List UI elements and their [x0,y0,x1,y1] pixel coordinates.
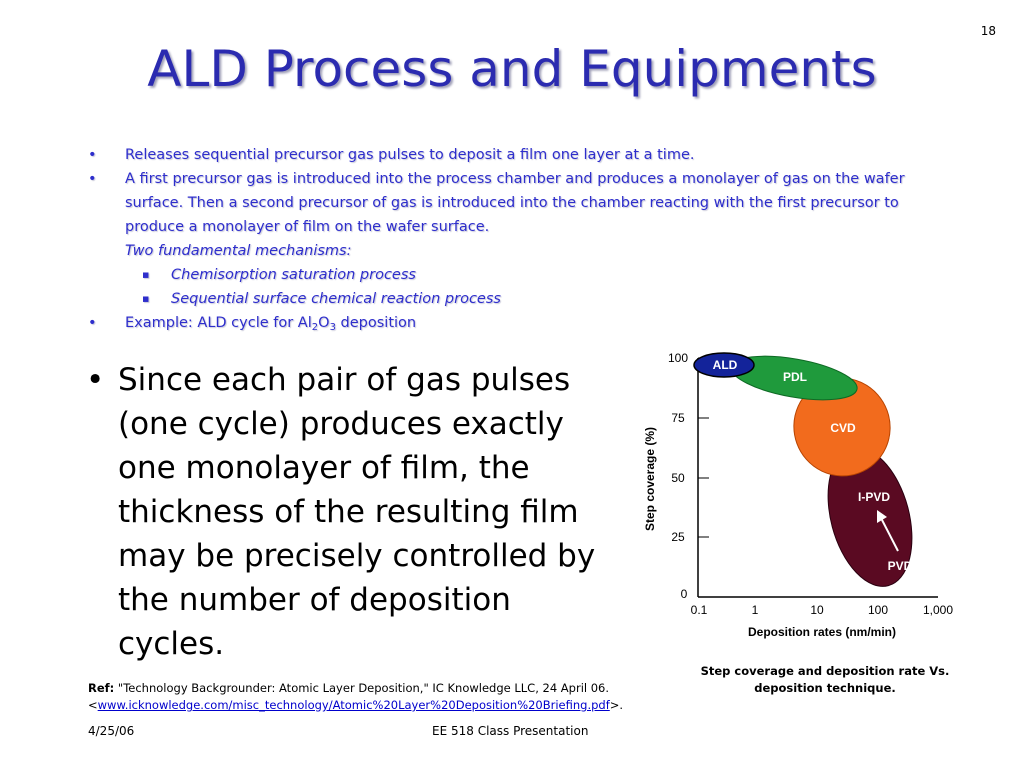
bullet-item [88,167,938,239]
sub-bullet-text: Chemisorption saturation process [171,267,416,283]
square-bullet-icon: ▪ [142,268,150,281]
x-tick-label: 10 [810,603,824,617]
reference-label: Ref: [88,681,115,695]
intro-bullet-list [88,143,938,335]
x-tick-label: 0.1 [690,603,708,617]
step-coverage-chart [636,346,966,646]
square-bullet-icon: ▪ [142,292,150,305]
footer-date: 4/25/06 [88,724,135,738]
sub-bullet-item [88,263,938,287]
bullet-text-example [125,315,416,331]
reference-bracket-close: >. [609,698,624,712]
example-text-post: deposition [335,315,417,331]
bullet-item [88,311,938,335]
sub-bullet-item [88,287,938,311]
main-point [86,358,626,666]
example-text-mid: O [318,315,330,331]
bullet-item [88,143,938,167]
bullet-text: Releases sequential precursor gas pulses to deposit a film one layer at a time. [125,147,695,163]
x-tick-label: 100 [867,603,889,617]
bullet-text: A first precursor gas is introduced into the process chamber and produces a monolayer of gas on the wafer surface. Then a second precursor of gas is introduced into the chamber reacting with the first precursor to produce a monolayer of film on the wafer surface. [125,171,905,235]
y-tick-label: 75 [671,411,685,425]
chart-caption: Step coverage and deposition rate Vs. deposition technique. [700,664,950,695]
x-tick-label: 1 [751,603,759,617]
label-pvd: PVD [887,559,913,573]
mechanisms-heading: Two fundamental mechanisms: [125,243,352,259]
reference-text: "Technology Backgrounder: Atomic Layer Deposition," IC Knowledge LLC, 24 April 06. [114,681,610,695]
bullet-dot-icon: • [88,315,97,331]
y-tick-label: 50 [671,471,685,485]
bullet-dot-icon: • [88,147,97,163]
example-text-pre: Example: ALD cycle for Al [125,315,312,331]
subscript: 2 [311,322,319,333]
subscript: 3 [329,322,336,333]
y-tick-label: 25 [671,530,685,544]
footer-title: EE 518 Class Presentation [432,724,589,738]
reference [88,680,648,714]
reference-bracket-open: < [88,698,98,712]
y-tick-label: 0 [680,587,688,601]
x-axis-title: Deposition rates (nm/min) [747,625,897,639]
reference-link[interactable]: www.icknowledge.com/misc_technology/Atomic%20Layer%20Deposition%20Briefing.pdf [97,698,610,712]
slide-number: 18 [980,24,996,38]
label-ald: ALD [712,358,738,372]
main-point-text: Since each pair of gas pulses (one cycle) produces exactly one monolayer of film, the thickness of the resulting film may be precisely controlled by the number of deposition cycles. [118,362,596,662]
slide-title: ALD Process and Equipments [147,40,877,98]
label-cvd: CVD [830,421,856,435]
label-pdl: PDL [783,370,807,384]
bullet-dot-icon: • [88,171,97,187]
sub-bullet-text: Sequential surface chemical reaction process [171,291,501,307]
label-ipvd: I-PVD [857,490,891,504]
bullet-dot-icon: • [86,362,105,398]
y-axis-title: Step coverage (%) [643,426,657,532]
y-tick-label: 100 [667,351,689,365]
x-tick-label: 1,000 [922,603,954,617]
